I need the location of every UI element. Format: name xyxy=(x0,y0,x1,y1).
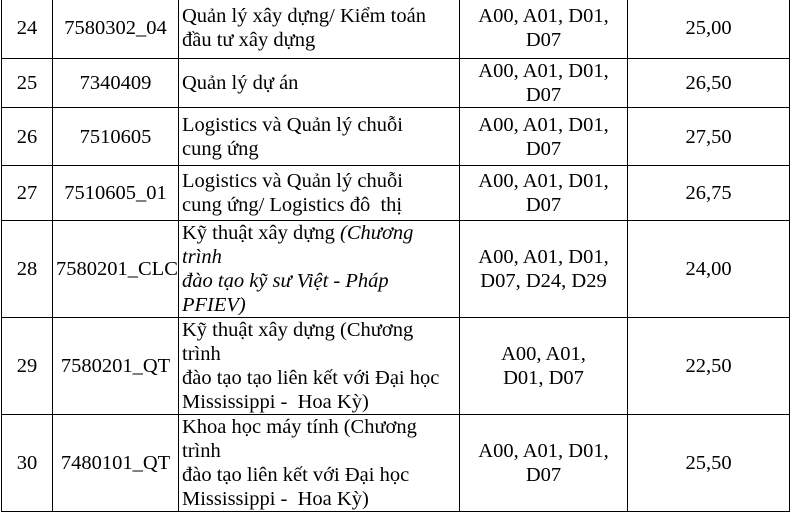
row-number: 29 xyxy=(2,318,53,415)
row-number: 24 xyxy=(2,0,53,59)
subject-combinations xyxy=(460,166,628,221)
program-name-text: Kỹ thuật xây dựng xyxy=(182,222,341,244)
subject-combinations-line: A00, A01, D01, xyxy=(478,113,609,136)
program-code: 7480101_QT xyxy=(53,415,179,512)
admission-score: 26,50 xyxy=(628,59,790,108)
row-number: 25 xyxy=(2,59,53,108)
subject-combinations-line: D07 xyxy=(525,137,562,160)
program-name-line: Quản lý dự án xyxy=(182,72,299,94)
program-name-line: đào tạo kỹ sư Việt - Pháp xyxy=(182,270,389,292)
program-code: 7580201_QT xyxy=(53,318,179,415)
admission-score: 27,50 xyxy=(628,108,790,166)
table-row xyxy=(2,0,790,59)
subject-combinations-line: D07, D24, D29 xyxy=(480,270,607,292)
row-number: 28 xyxy=(2,221,53,318)
table-row xyxy=(2,166,790,221)
program-name-line: Kỹ thuật xây dựng (Chương trình xyxy=(182,319,414,365)
program-name xyxy=(179,0,460,59)
table-row xyxy=(2,415,790,512)
subject-combinations-line: A00, A01, D01, D07 xyxy=(478,170,609,216)
program-code: 7340409 xyxy=(53,59,179,108)
subject-combinations-line: D07 xyxy=(525,464,562,486)
table-row xyxy=(2,108,790,166)
subject-combinations-line: A00, A01, D01, xyxy=(478,246,609,268)
program-name-line: Logistics và Quản lý chuỗi xyxy=(182,113,403,136)
admission-score: 25,50 xyxy=(628,415,790,512)
program-name xyxy=(179,318,460,415)
program-name-line: Mississippi - Hoa Kỳ) xyxy=(182,391,369,413)
admission-score: 24,00 xyxy=(628,221,790,318)
admission-score: 26,75 xyxy=(628,166,790,221)
subject-combinations-line: A00, A01, D01, D07 xyxy=(478,5,609,51)
subject-combinations xyxy=(460,221,628,318)
row-number: 26 xyxy=(2,108,53,166)
program-name-line: đầu tư xây dựng xyxy=(182,29,316,51)
subject-combinations xyxy=(460,108,628,166)
program-name-line: đào tạo tạo liên kết với Đại học xyxy=(182,367,440,389)
subject-combinations xyxy=(460,318,628,415)
program-name-line: Logistics và Quản lý chuỗi xyxy=(182,170,403,192)
program-name-line: PFIEV) xyxy=(182,294,246,316)
subject-combinations-line: D01, D07 xyxy=(503,367,584,389)
program-name xyxy=(179,166,460,221)
program-name-line: đào tạo liên kết với Đại học xyxy=(182,464,410,486)
table-row xyxy=(2,59,790,108)
admission-score: 22,50 xyxy=(628,318,790,415)
program-code: 7510605_01 xyxy=(53,166,179,221)
program-name xyxy=(179,59,460,108)
program-name xyxy=(179,415,460,512)
subject-combinations xyxy=(460,59,628,108)
program-name xyxy=(179,221,460,318)
subject-combinations xyxy=(460,0,628,59)
table-row xyxy=(2,221,790,318)
row-number: 27 xyxy=(2,166,53,221)
row-number: 30 xyxy=(2,415,53,512)
program-code: 7580201_CLC xyxy=(53,221,179,318)
subject-combinations-line: A00, A01, xyxy=(501,343,586,365)
admission-score: 25,00 xyxy=(628,0,790,59)
subject-combinations xyxy=(460,415,628,512)
program-code: 7580302_04 xyxy=(53,0,179,59)
program-name-line: Khoa học máy tính (Chương trình xyxy=(182,416,417,462)
program-name-line: cung ứng/ Logistics đô thị xyxy=(182,194,403,216)
subject-combinations-line: A00, A01, D01, D07 xyxy=(478,60,609,106)
table-row xyxy=(2,318,790,415)
program-name-line: cung ứng xyxy=(182,137,259,160)
subject-combinations-line: A00, A01, D01, xyxy=(478,440,609,462)
program-name xyxy=(179,108,460,166)
program-name-italic-text: (Chương trình xyxy=(182,222,414,268)
program-name-line xyxy=(182,221,456,269)
program-code: 7510605 xyxy=(53,108,179,166)
program-name-line: Quản lý xây dựng/ Kiểm toán xyxy=(182,5,426,27)
admissions-table xyxy=(1,0,790,512)
program-name-line: Mississippi - Hoa Kỳ) xyxy=(182,488,369,510)
